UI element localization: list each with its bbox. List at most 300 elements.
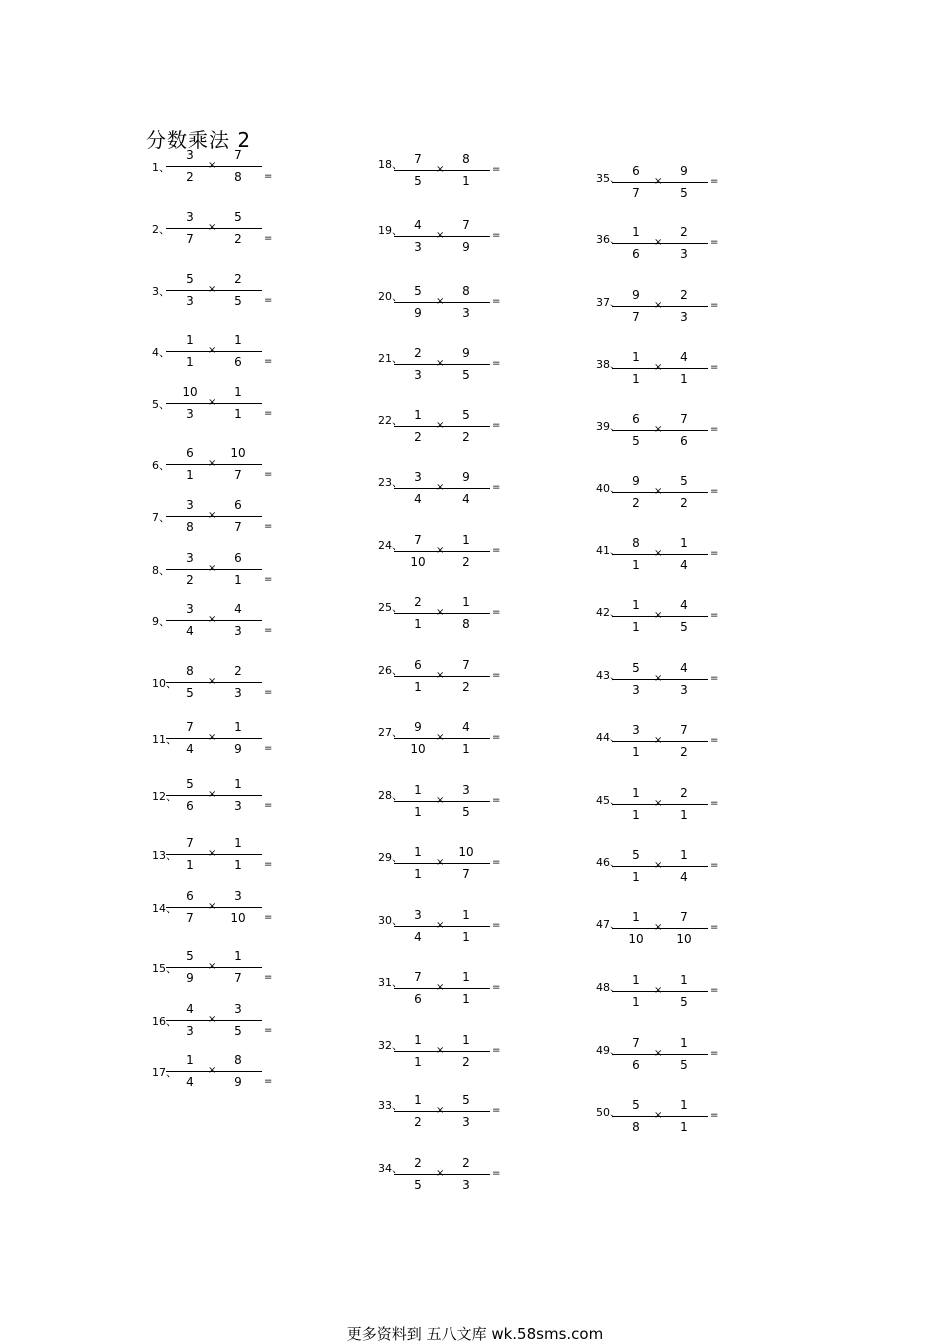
times-sign: × — [208, 789, 217, 800]
equals-sign: = — [264, 859, 273, 870]
times-sign: × — [654, 486, 663, 497]
fraction-a — [394, 970, 445, 1016]
fraction-b-bar — [442, 1174, 490, 1175]
problem-number: 36、 — [596, 233, 621, 246]
fraction-a-numerator: 3 — [632, 723, 640, 737]
fraction-b-numerator: 7 — [234, 148, 242, 162]
problem-number: 8、 — [152, 564, 170, 577]
fraction-b-denominator: 4 — [462, 492, 470, 506]
equals-sign: = — [264, 521, 273, 532]
fraction-a-bar — [612, 866, 660, 867]
problem-45 — [596, 786, 856, 834]
problem-16 — [150, 1002, 410, 1050]
fraction-b-bar — [442, 426, 490, 427]
fraction-b-denominator: 1 — [462, 174, 470, 188]
times-sign: × — [654, 922, 663, 933]
fraction-a-bar — [394, 364, 442, 365]
fraction-b-bar — [442, 988, 490, 989]
fraction-a-bar — [166, 569, 214, 570]
fraction-a-numerator: 3 — [414, 470, 422, 484]
fraction-b-bar — [214, 795, 262, 796]
fraction-a-bar — [166, 1020, 214, 1021]
fraction-a-bar — [612, 616, 660, 617]
equals-sign: = — [492, 230, 501, 241]
fraction-a-denominator: 1 — [186, 468, 194, 482]
fraction-b — [442, 470, 490, 516]
fraction-a-bar — [394, 1111, 442, 1112]
problem-17 — [150, 1053, 410, 1101]
fraction-a-denominator: 6 — [632, 247, 640, 261]
fraction-a-bar — [166, 166, 214, 167]
fraction-b-bar — [442, 551, 490, 552]
fraction-b — [442, 908, 490, 954]
problem-number: 4、 — [152, 346, 170, 359]
fraction-b-denominator: 1 — [462, 742, 470, 756]
fraction-b — [660, 661, 708, 707]
times-sign: × — [208, 901, 217, 912]
fraction-b — [660, 973, 708, 1019]
fraction-b-numerator: 10 — [458, 845, 474, 859]
equals-sign: = — [264, 743, 273, 754]
fraction-a-denominator: 2 — [414, 430, 422, 444]
fraction-a — [166, 777, 217, 823]
fraction-b-bar — [442, 926, 490, 927]
problem-number: 49、 — [596, 1044, 621, 1057]
equals-sign: = — [264, 469, 273, 480]
equals-sign: = — [492, 982, 501, 993]
fraction-b — [214, 333, 262, 379]
fraction-b-bar — [660, 804, 708, 805]
fraction-a — [612, 598, 663, 644]
fraction-a-bar — [166, 290, 214, 291]
fraction-a — [394, 1156, 445, 1202]
fraction-b — [214, 889, 262, 935]
fraction-b-bar — [660, 243, 708, 244]
fraction-b — [214, 949, 262, 995]
fraction-b-denominator: 3 — [462, 306, 470, 320]
equals-sign: = — [492, 1045, 501, 1056]
fraction-a-denominator: 4 — [186, 1075, 194, 1089]
fraction-a — [166, 148, 217, 194]
fraction-b-numerator: 1 — [234, 949, 242, 963]
fraction-b-numerator: 7 — [680, 910, 688, 924]
fraction-b-denominator: 9 — [234, 1075, 242, 1089]
fraction-a-numerator: 4 — [186, 1002, 194, 1016]
fraction-a-denominator: 3 — [186, 294, 194, 308]
fraction-a — [394, 908, 445, 954]
problem-7 — [150, 498, 410, 546]
fraction-b — [442, 152, 490, 198]
fraction-a-denominator: 4 — [186, 624, 194, 638]
problem-number: 7、 — [152, 511, 170, 524]
problem-4 — [150, 333, 410, 381]
fraction-b-numerator: 7 — [462, 658, 470, 672]
equals-sign: = — [492, 1168, 501, 1179]
fraction-b-bar — [214, 351, 262, 352]
problem-13 — [150, 836, 410, 884]
equals-sign: = — [492, 795, 501, 806]
problem-10 — [150, 664, 410, 712]
fraction-a — [394, 845, 445, 891]
problem-number: 16、 — [152, 1015, 177, 1028]
times-sign: × — [654, 798, 663, 809]
fraction-a — [612, 164, 663, 210]
problem-15 — [150, 949, 410, 997]
times-sign: × — [654, 176, 663, 187]
fraction-b — [660, 225, 708, 271]
fraction-b-bar — [214, 738, 262, 739]
fraction-a — [612, 848, 663, 894]
fraction-a-denominator: 1 — [632, 808, 640, 822]
fraction-a — [166, 498, 217, 544]
fraction-a-bar — [612, 991, 660, 992]
fraction-a-bar — [612, 430, 660, 431]
footer-link[interactable]: 更多资料到 五八文库 wk.58sms.com — [346, 1325, 604, 1343]
fraction-b-denominator: 3 — [234, 624, 242, 638]
problem-1 — [150, 148, 410, 196]
problem-number: 14、 — [152, 902, 177, 915]
fraction-b-bar — [214, 516, 262, 517]
problem-number: 25、 — [378, 601, 403, 614]
fraction-a-denominator: 1 — [414, 680, 422, 694]
fraction-a-bar — [394, 170, 442, 171]
fraction-a-numerator: 7 — [414, 970, 422, 984]
problem-35 — [596, 164, 856, 212]
equals-sign: = — [264, 356, 273, 367]
fraction-a-bar — [166, 854, 214, 855]
fraction-a-numerator: 1 — [414, 1033, 422, 1047]
equals-sign: = — [264, 1025, 273, 1036]
problem-number: 38、 — [596, 358, 621, 371]
fraction-b — [660, 536, 708, 582]
fraction-a — [166, 1053, 217, 1099]
fraction-b-denominator: 3 — [680, 247, 688, 261]
fraction-b — [214, 148, 262, 194]
equals-sign: = — [492, 420, 501, 431]
fraction-a-denominator: 1 — [186, 355, 194, 369]
fraction-b-numerator: 4 — [462, 720, 470, 734]
fraction-b-denominator: 5 — [462, 805, 470, 819]
fraction-a-denominator: 1 — [632, 558, 640, 572]
times-sign: × — [436, 358, 445, 369]
problem-41 — [596, 536, 856, 584]
fraction-b-numerator: 1 — [462, 533, 470, 547]
fraction-b — [214, 664, 262, 710]
fraction-a — [394, 783, 445, 829]
fraction-b-bar — [660, 554, 708, 555]
equals-sign: = — [264, 408, 273, 419]
fraction-a-numerator: 5 — [414, 284, 422, 298]
fraction-a-numerator: 1 — [632, 910, 640, 924]
fraction-a-denominator: 1 — [632, 995, 640, 1009]
equals-sign: = — [710, 985, 719, 996]
fraction-b-numerator: 4 — [680, 661, 688, 675]
problem-6 — [150, 446, 410, 494]
fraction-a-numerator: 1 — [414, 1093, 422, 1107]
equals-sign: = — [492, 358, 501, 369]
fraction-b-denominator: 2 — [462, 555, 470, 569]
times-sign: × — [436, 795, 445, 806]
fraction-b-denominator: 4 — [680, 870, 688, 884]
fraction-b — [214, 1002, 262, 1048]
fraction-a-numerator: 1 — [632, 973, 640, 987]
fraction-a-numerator: 5 — [632, 848, 640, 862]
fraction-b-bar — [442, 863, 490, 864]
fraction-b-numerator: 8 — [234, 1053, 242, 1067]
fraction-a-denominator: 7 — [632, 186, 640, 200]
problem-number: 3、 — [152, 285, 170, 298]
fraction-a-denominator: 3 — [186, 407, 194, 421]
problem-number: 32、 — [378, 1039, 403, 1052]
times-sign: × — [654, 985, 663, 996]
fraction-b-denominator: 5 — [680, 186, 688, 200]
fraction-a-bar — [394, 1051, 442, 1052]
fraction-b-denominator: 1 — [462, 930, 470, 944]
equals-sign: = — [264, 687, 273, 698]
problem-14 — [150, 889, 410, 937]
fraction-b — [442, 408, 490, 454]
fraction-a — [166, 333, 217, 379]
times-sign: × — [208, 397, 217, 408]
fraction-a — [394, 720, 445, 766]
problem-number: 23、 — [378, 476, 403, 489]
fraction-a — [394, 284, 445, 330]
fraction-b-denominator: 1 — [462, 992, 470, 1006]
problem-number: 29、 — [378, 851, 403, 864]
equals-sign: = — [492, 1105, 501, 1116]
problem-number: 39、 — [596, 420, 621, 433]
times-sign: × — [654, 424, 663, 435]
fraction-b-bar — [442, 613, 490, 614]
fraction-b-denominator: 2 — [680, 496, 688, 510]
times-sign: × — [208, 732, 217, 743]
fraction-a-denominator: 2 — [414, 1115, 422, 1129]
fraction-a — [166, 272, 217, 318]
fraction-a — [612, 786, 663, 832]
problem-number: 5、 — [152, 398, 170, 411]
fraction-b-bar — [660, 679, 708, 680]
equals-sign: = — [710, 548, 719, 559]
fraction-b-numerator: 9 — [680, 164, 688, 178]
fraction-a-denominator: 1 — [186, 858, 194, 872]
fraction-a-numerator: 7 — [632, 1036, 640, 1050]
fraction-b-bar — [214, 854, 262, 855]
fraction-b — [660, 412, 708, 458]
fraction-b-bar — [214, 166, 262, 167]
problem-number: 50、 — [596, 1106, 621, 1119]
fraction-a-numerator: 2 — [414, 1156, 422, 1170]
fraction-b-bar — [660, 1116, 708, 1117]
fraction-a-numerator: 10 — [182, 385, 198, 399]
fraction-a-denominator: 1 — [632, 870, 640, 884]
fraction-a — [612, 910, 663, 956]
times-sign: × — [208, 614, 217, 625]
fraction-b-numerator: 5 — [234, 210, 242, 224]
fraction-a-numerator: 3 — [186, 602, 194, 616]
fraction-b — [214, 602, 262, 648]
fraction-b — [214, 385, 262, 431]
problem-number: 37、 — [596, 296, 621, 309]
fraction-a — [394, 595, 445, 641]
fraction-b-numerator: 1 — [234, 333, 242, 347]
fraction-b-bar — [442, 302, 490, 303]
fraction-b-numerator: 2 — [680, 786, 688, 800]
fraction-b-denominator: 2 — [680, 745, 688, 759]
fraction-b-bar — [214, 290, 262, 291]
fraction-b-denominator: 7 — [234, 520, 242, 534]
fraction-a — [394, 152, 445, 198]
fraction-b-numerator: 4 — [234, 602, 242, 616]
fraction-b-bar — [214, 967, 262, 968]
fraction-a-bar — [166, 795, 214, 796]
fraction-b-denominator: 9 — [462, 240, 470, 254]
fraction-b — [660, 1098, 708, 1144]
fraction-b-numerator: 1 — [234, 720, 242, 734]
times-sign: × — [436, 920, 445, 931]
fraction-a — [394, 533, 445, 579]
problem-number: 1、 — [152, 161, 170, 174]
fraction-a-bar — [394, 613, 442, 614]
fraction-a — [394, 1033, 445, 1079]
fraction-a-bar — [394, 676, 442, 677]
fraction-a — [394, 470, 445, 516]
times-sign: × — [654, 237, 663, 248]
fraction-a — [166, 664, 217, 710]
fraction-b-numerator: 7 — [462, 218, 470, 232]
fraction-b-denominator: 5 — [462, 368, 470, 382]
fraction-a-numerator: 7 — [186, 836, 194, 850]
fraction-a-numerator: 6 — [186, 446, 194, 460]
fraction-a-denominator: 8 — [632, 1120, 640, 1134]
fraction-b-denominator: 3 — [462, 1178, 470, 1192]
equals-sign: = — [710, 860, 719, 871]
fraction-b — [214, 551, 262, 597]
fraction-a-numerator: 6 — [632, 412, 640, 426]
fraction-a — [612, 412, 663, 458]
fraction-a — [612, 723, 663, 769]
fraction-a-denominator: 1 — [632, 372, 640, 386]
fraction-a-numerator: 6 — [632, 164, 640, 178]
fraction-b-bar — [660, 616, 708, 617]
fraction-a-bar — [612, 928, 660, 929]
fraction-b-numerator: 9 — [462, 346, 470, 360]
times-sign: × — [436, 857, 445, 868]
fraction-b-denominator: 3 — [462, 1115, 470, 1129]
fraction-a-numerator: 7 — [414, 533, 422, 547]
fraction-a-denominator: 5 — [632, 434, 640, 448]
equals-sign: = — [710, 362, 719, 373]
fraction-a-bar — [612, 804, 660, 805]
fraction-a-bar — [612, 679, 660, 680]
fraction-b — [660, 598, 708, 644]
fraction-b — [660, 910, 708, 956]
fraction-a-numerator: 5 — [186, 949, 194, 963]
fraction-a-bar — [612, 243, 660, 244]
fraction-b-denominator: 8 — [234, 170, 242, 184]
fraction-b-numerator: 2 — [234, 664, 242, 678]
fraction-b-denominator: 9 — [234, 742, 242, 756]
problem-number: 10、 — [152, 677, 177, 690]
fraction-a-bar — [612, 741, 660, 742]
problem-48 — [596, 973, 856, 1021]
times-sign: × — [436, 482, 445, 493]
fraction-a — [166, 720, 217, 766]
page-title: 分数乘法 2 — [146, 128, 252, 152]
fraction-b-numerator: 3 — [462, 783, 470, 797]
problem-number: 27、 — [378, 726, 403, 739]
fraction-a-denominator: 1 — [632, 745, 640, 759]
fraction-b-bar — [214, 682, 262, 683]
fraction-a-numerator: 3 — [186, 210, 194, 224]
fraction-b — [660, 164, 708, 210]
fraction-a-bar — [394, 302, 442, 303]
times-sign: × — [436, 607, 445, 618]
problem-number: 40、 — [596, 482, 621, 495]
fraction-b-denominator: 5 — [680, 620, 688, 634]
fraction-b-bar — [660, 368, 708, 369]
fraction-a — [612, 225, 663, 271]
fraction-b-denominator: 7 — [462, 867, 470, 881]
fraction-b-bar — [660, 928, 708, 929]
equals-sign: = — [710, 798, 719, 809]
times-sign: × — [208, 1014, 217, 1025]
fraction-b-bar — [660, 991, 708, 992]
fraction-a-bar — [612, 306, 660, 307]
fraction-b-numerator: 1 — [462, 908, 470, 922]
times-sign: × — [208, 345, 217, 356]
fraction-b-denominator: 10 — [676, 932, 692, 946]
fraction-a — [394, 408, 445, 454]
problem-number: 45、 — [596, 794, 621, 807]
fraction-a-denominator: 1 — [414, 617, 422, 631]
equals-sign: = — [264, 800, 273, 811]
fraction-b-bar — [214, 620, 262, 621]
fraction-a-numerator: 1 — [186, 1053, 194, 1067]
fraction-b — [660, 288, 708, 334]
fraction-b-numerator: 4 — [680, 598, 688, 612]
fraction-b-denominator: 7 — [234, 971, 242, 985]
fraction-b — [442, 970, 490, 1016]
problem-number: 46、 — [596, 856, 621, 869]
fraction-a-numerator: 9 — [414, 720, 422, 734]
fraction-a-denominator: 10 — [628, 932, 644, 946]
problem-42 — [596, 598, 856, 646]
times-sign: × — [654, 300, 663, 311]
fraction-a — [166, 210, 217, 256]
fraction-a-denominator: 7 — [186, 232, 194, 246]
fraction-a — [166, 949, 217, 995]
fraction-b-bar — [214, 569, 262, 570]
problem-number: 33、 — [378, 1099, 403, 1112]
fraction-a — [612, 350, 663, 396]
fraction-b-numerator: 3 — [234, 889, 242, 903]
problem-number: 44、 — [596, 731, 621, 744]
fraction-b-bar — [214, 228, 262, 229]
problem-47 — [596, 910, 856, 958]
times-sign: × — [208, 510, 217, 521]
equals-sign: = — [492, 920, 501, 931]
equals-sign: = — [492, 545, 501, 556]
fraction-b-bar — [660, 306, 708, 307]
times-sign: × — [208, 848, 217, 859]
fraction-b-denominator: 6 — [680, 434, 688, 448]
problem-3 — [150, 272, 410, 320]
equals-sign: = — [492, 164, 501, 175]
fraction-b-bar — [214, 403, 262, 404]
fraction-a-bar — [394, 236, 442, 237]
fraction-b — [660, 723, 708, 769]
equals-sign: = — [264, 625, 273, 636]
